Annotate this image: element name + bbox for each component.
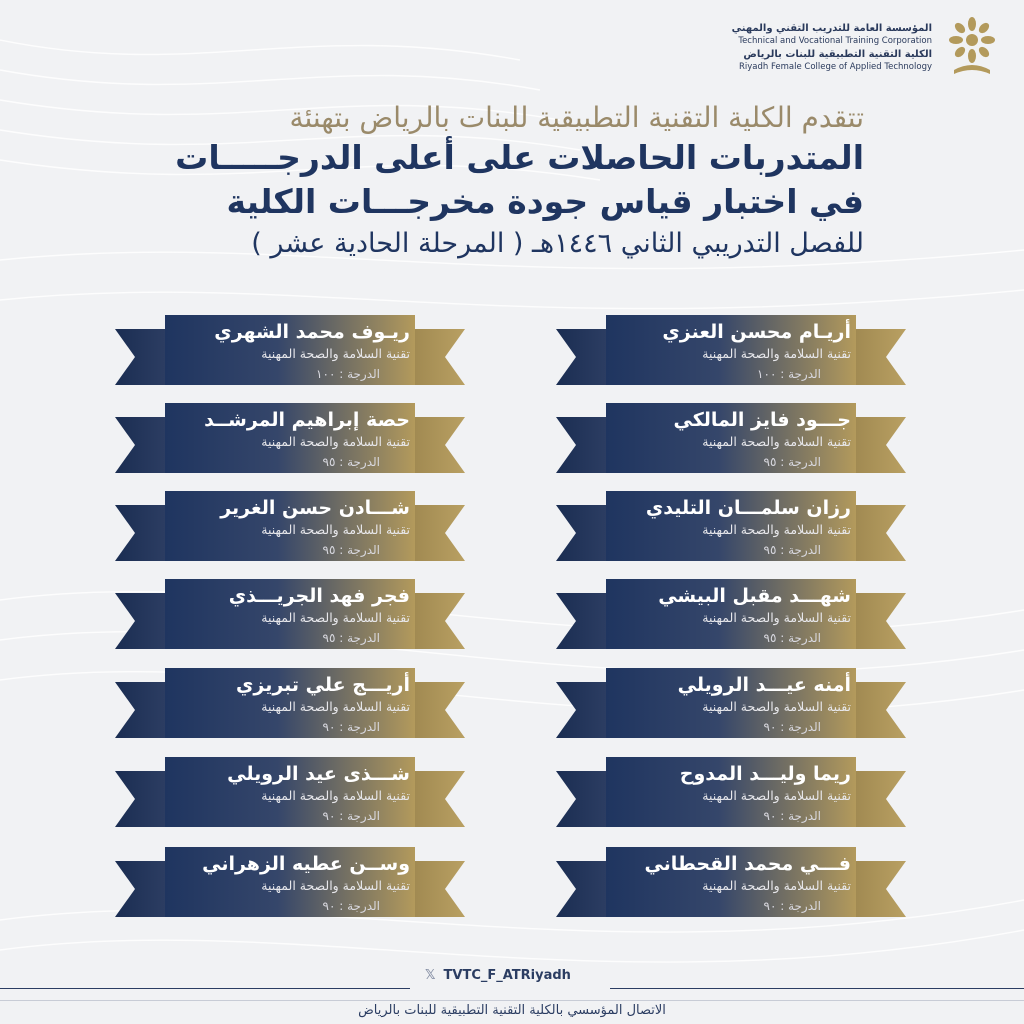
ribbon-card [115,668,465,748]
student-specialty: تقنية السلامة والصحة المهنية [261,610,410,625]
tvtc-emblem-icon [940,14,1004,78]
header-logo [731,14,1004,78]
student-name: أريـــج علي تبريزي [235,674,410,696]
student-name: شـــادن حسن الغرير [220,497,410,519]
footer-divider-right [610,988,1024,989]
ribbon-card [556,491,906,571]
student-name: حصة إبراهيم المرشــد [204,409,410,431]
ribbon-card [115,579,465,659]
student-grade: الدرجة : ٩٥ [322,455,380,469]
student-grade: الدرجة : ٩٥ [763,631,821,645]
student-specialty: تقنية السلامة والصحة المهنية [261,788,410,803]
ribbon-card [556,315,906,395]
student-name: رزان سلمـــان التليدي [645,497,851,519]
ribbon-card [556,579,906,659]
ribbon-card [556,403,906,483]
title-line-main: المتدربات الحاصلات على أعلى الدرجـــــات [175,138,864,177]
title-line-intro: تتقدم الكلية التقنية التطبيقية للبنات بالرياض بتهنئة [289,101,864,134]
student-specialty: تقنية السلامة والصحة المهنية [702,610,851,625]
footer-divider-left [0,988,410,989]
ribbon-card [556,757,906,837]
student-grade: الدرجة : ٩٥ [763,455,821,469]
ribbon-card [115,403,465,483]
ribbon-card [115,491,465,571]
x-logo-icon: 𝕏 [425,968,436,983]
college-name-ar: الكلية التقنية التطبيقية للبنات بالرياض [743,49,932,60]
student-grade: الدرجة : ١٠٠ [757,367,821,381]
student-grade: الدرجة : ١٠٠ [316,367,380,381]
student-grade: الدرجة : ٩٠ [322,899,380,913]
student-name: أريـام محسن العنزي [662,321,851,343]
student-grade: الدرجة : ٩٠ [763,899,821,913]
ribbon-card [115,847,465,927]
ribbon-card [556,847,906,927]
student-grade: الدرجة : ٩٥ [763,543,821,557]
student-specialty: تقنية السلامة والصحة المهنية [702,878,851,893]
title-line-semester: للفصل التدريبي الثاني ١٤٤٦هـ ( المرحلة الحادية عشر ) [251,228,864,259]
student-grade: الدرجة : ٩٠ [322,809,380,823]
org-name-ar: المؤسسة العامة للتدريب التقني والمهني [731,23,932,34]
student-specialty: تقنية السلامة والصحة المهنية [261,522,410,537]
student-specialty: تقنية السلامة والصحة المهنية [261,878,410,893]
student-name: شهـــد مقبل البيشي [658,585,851,607]
student-specialty: تقنية السلامة والصحة المهنية [261,699,410,714]
student-name: ريما وليـــد المدوح [679,763,851,785]
student-name: ريـوف محمد الشهري [214,321,410,343]
student-name: جـــود فايز المالكي [673,409,851,431]
college-name-en: Riyadh Female College of Applied Technology [738,62,932,72]
student-grade: الدرجة : ٩٥ [322,631,380,645]
social-handle[interactable] [425,968,571,983]
student-name: فـــي محمد القحطاني [644,853,851,875]
student-specialty: تقنية السلامة والصحة المهنية [702,346,851,361]
student-specialty: تقنية السلامة والصحة المهنية [261,346,410,361]
student-grade: الدرجة : ٩٠ [763,809,821,823]
student-name: أمنه عيـــد الرويلي [677,674,851,696]
student-specialty: تقنية السلامة والصحة المهنية [702,699,851,714]
student-name: فجر فهد الجريـــذي [228,585,410,607]
student-grade: الدرجة : ٩٠ [322,720,380,734]
student-specialty: تقنية السلامة والصحة المهنية [702,434,851,449]
student-name: وســن عطيه الزهراني [202,853,410,875]
title-line-exam: في اختبار قياس جودة مخرجـــات الكلية [226,182,864,221]
student-specialty: تقنية السلامة والصحة المهنية [702,788,851,803]
ribbon-card [115,315,465,395]
student-grade: الدرجة : ٩٠ [763,720,821,734]
title-block [144,100,864,264]
ribbon-card [556,668,906,748]
student-specialty: تقنية السلامة والصحة المهنية [261,434,410,449]
student-grade: الدرجة : ٩٥ [322,543,380,557]
org-name-en: Technical and Vocational Training Corporation [738,36,932,46]
footer-text: الاتصال المؤسسي بالكلية التقنية التطبيقية للبنات بالرياض [358,1003,666,1018]
student-specialty: تقنية السلامة والصحة المهنية [702,522,851,537]
social-handle-text: TVTC_F_ATRiyadh [443,968,571,983]
student-name: شـــذى عيد الرويلي [227,763,410,785]
ribbon-card [115,757,465,837]
